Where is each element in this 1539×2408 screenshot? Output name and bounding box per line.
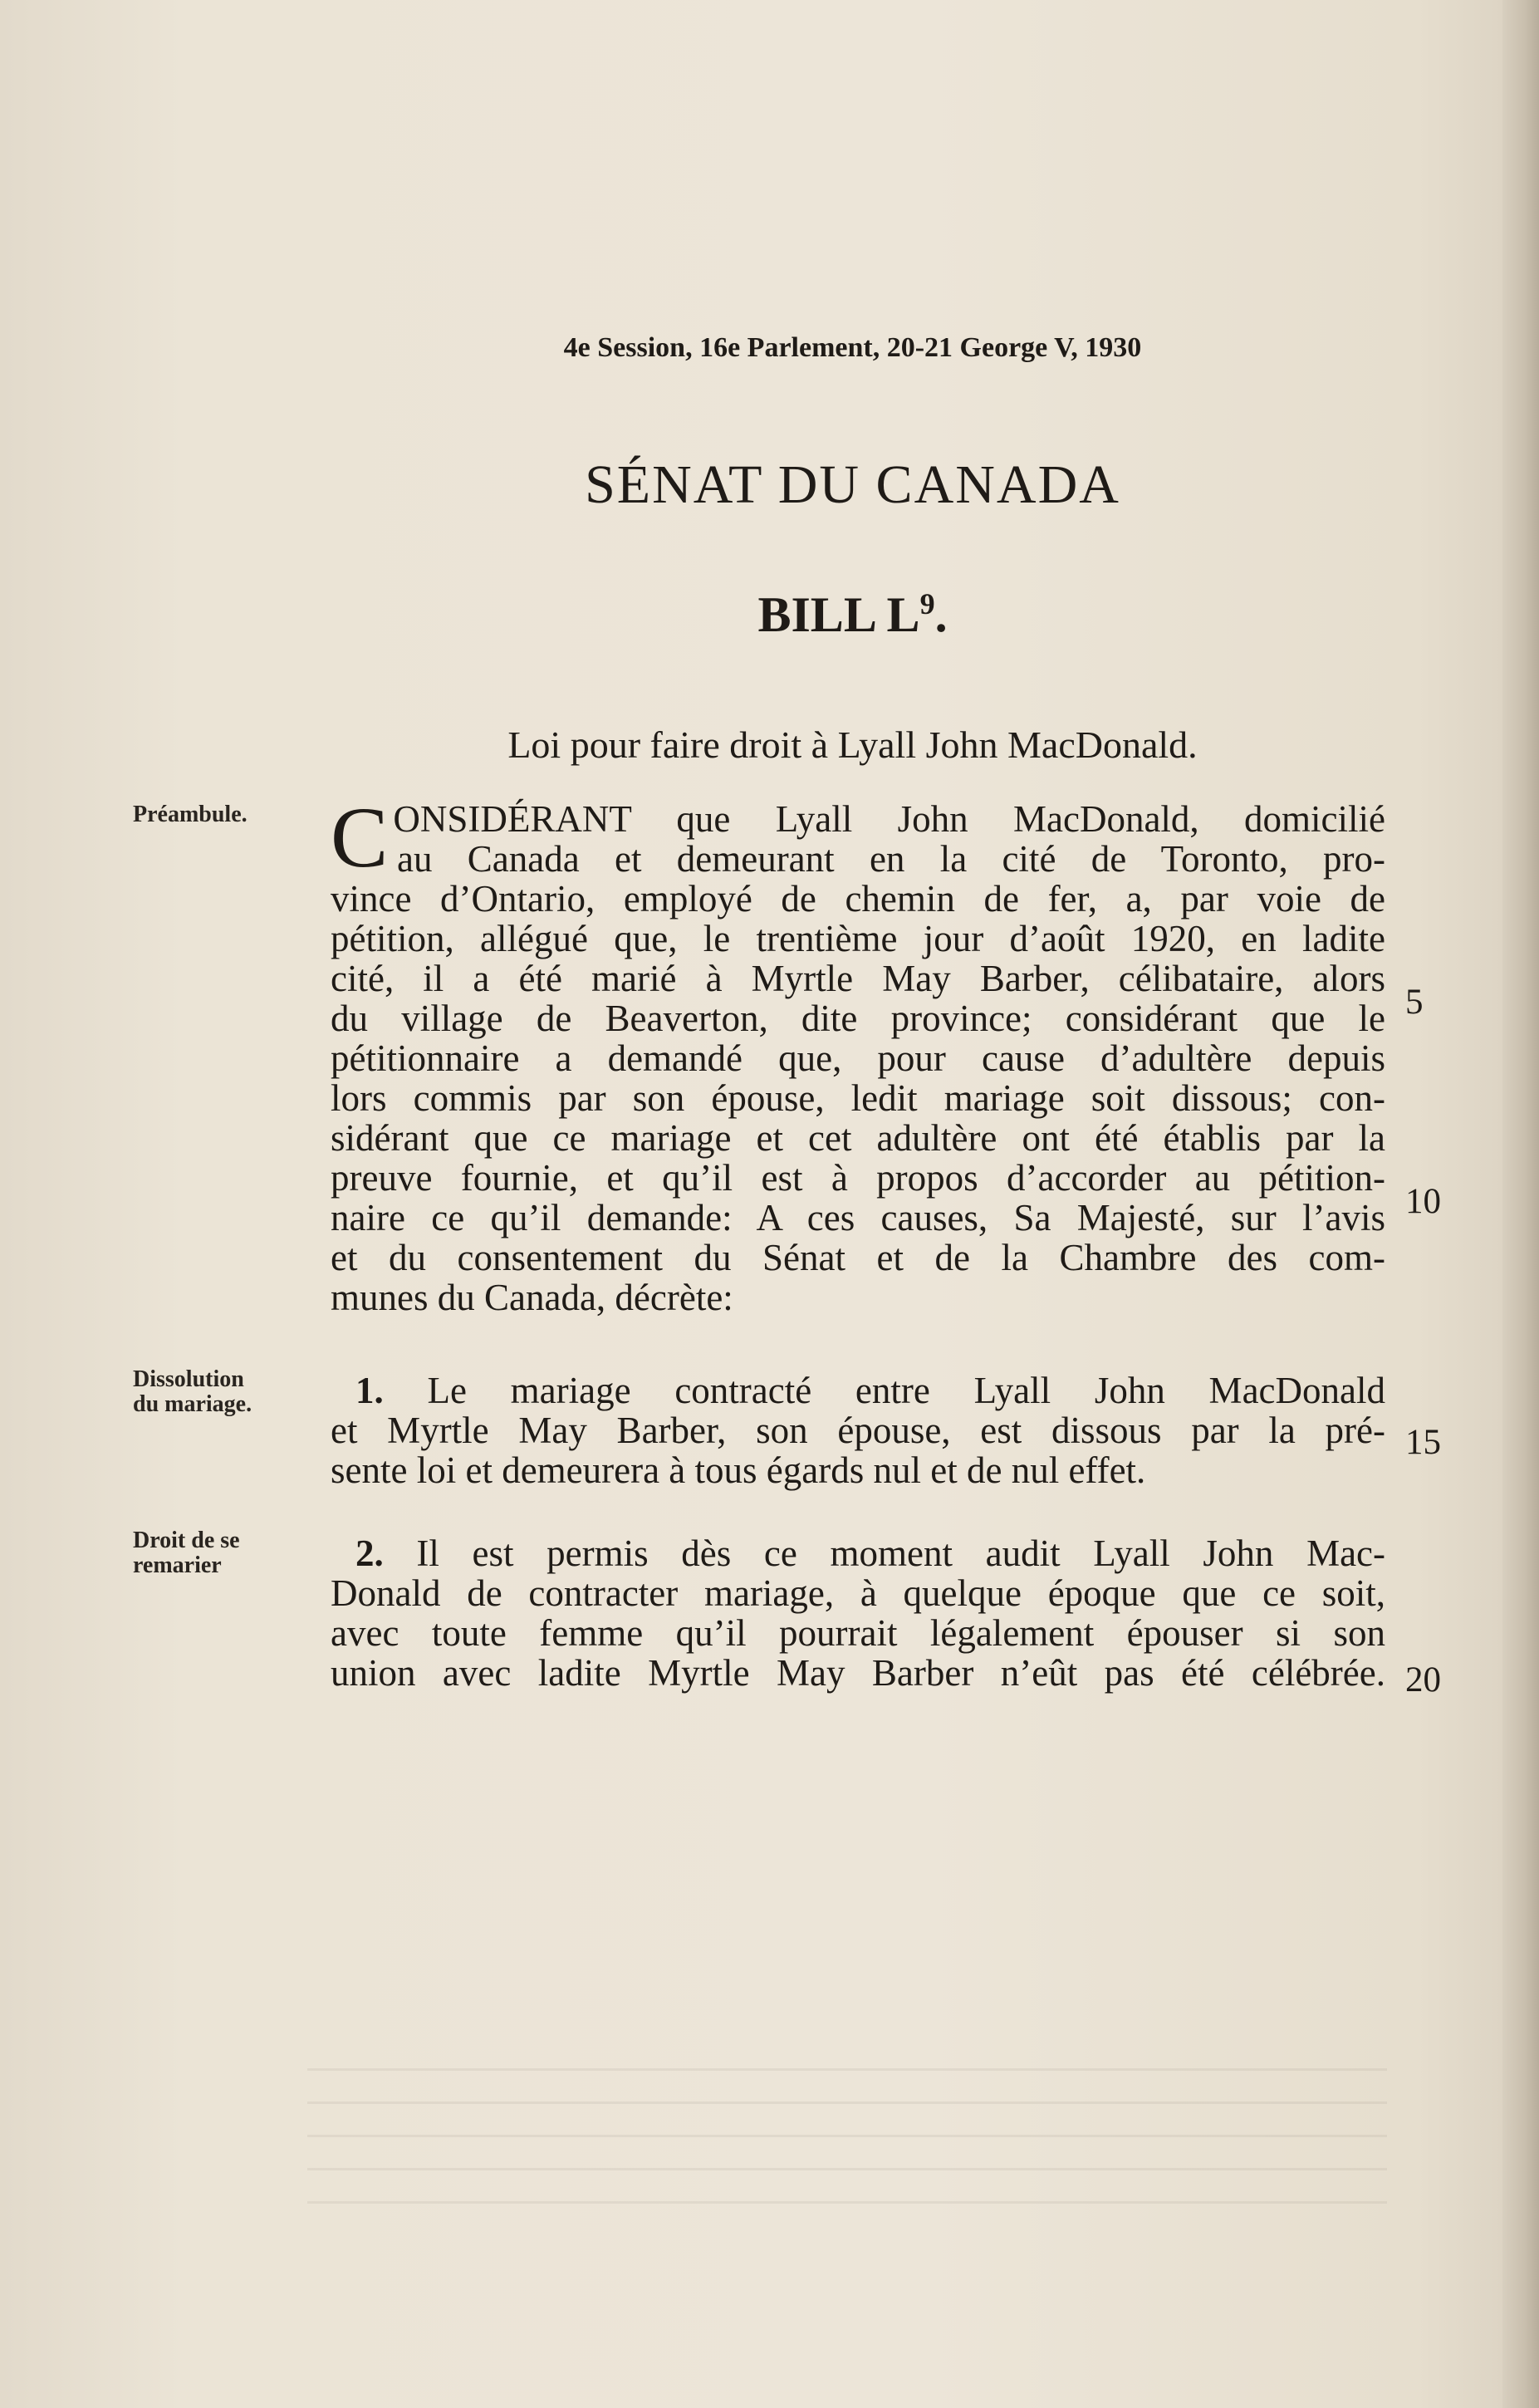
margin-note-preamble: Préambule. <box>133 802 248 827</box>
bill-number <box>0 586 1539 644</box>
section-1 <box>331 1371 1385 1490</box>
section-1-number: 1. <box>355 1370 384 1411</box>
section-1-line: sente loi et demeurera à tous égards nul et de nul effet. <box>331 1449 1146 1491</box>
preamble-line: cité, il a été marié à Myrtle May Barber, célibataire, alors <box>331 958 1385 999</box>
preamble-line: pétition, allégué que, le trentième jour d’août 1920, en ladite <box>331 918 1385 959</box>
preamble-line: lors commis par son épouse, ledit mariage soit dissous; con- <box>331 1077 1385 1119</box>
show-through <box>307 2068 1387 2234</box>
preamble-line: du village de Beaverton, dite province; considérant que le <box>331 998 1385 1039</box>
preamble-line: naire ce qu’il demande: A ces causes, Sa Majesté, sur l’avis <box>331 1197 1385 1238</box>
senate-heading: SÉNAT DU CANADA <box>585 454 1120 515</box>
margin-note-dissolution-line2: du mariage. <box>133 1391 252 1417</box>
preamble-line: pétitionnaire a demandé que, pour cause d’adultère depuis <box>331 1037 1385 1079</box>
margin-note-remarry <box>133 1528 299 1578</box>
preamble <box>331 790 1385 1318</box>
bill-superscript: 9 <box>919 587 935 620</box>
line-number: 20 <box>1405 1660 1441 1699</box>
section-2 <box>331 1533 1385 1693</box>
section-1-line: et Myrtle May Barber, son épouse, est dissous par la pré- <box>331 1410 1385 1451</box>
section-1-text: Le mariage contracté entre Lyall John MacDonald <box>427 1370 1385 1411</box>
margin-note-dissolution-line1: Dissolution <box>133 1366 244 1392</box>
margin-note-remarry-line2: remarier <box>133 1552 222 1578</box>
preamble-line: munes du Canada, décrète: <box>331 1277 733 1318</box>
margin-note-dissolution <box>133 1367 299 1417</box>
section-2-line: Donald de contracter mariage, à quelque époque que ce soit, <box>331 1572 1385 1614</box>
session-header: 4e Session, 16e Parlement, 20-21 George V, 1930 <box>563 332 1142 363</box>
preamble-line: preuve fournie, et qu’il est à propos d’accorder au pétition- <box>331 1157 1385 1199</box>
margin-note-remarry-line1: Droit de se <box>133 1528 240 1553</box>
preamble-line: et du consentement du Sénat et de la Chambre des com- <box>331 1237 1385 1278</box>
section-2-text: Il est permis dès ce moment audit Lyall John Mac- <box>416 1533 1386 1574</box>
preamble-line: sidérant que ce mariage et cet adultère ont été établis par la <box>331 1117 1385 1159</box>
section-2-line: avec toute femme qu’il pourrait légalement épouser si son <box>331 1612 1385 1654</box>
line-number: 15 <box>1405 1423 1441 1462</box>
line-number: 5 <box>1405 983 1424 1022</box>
section-2-line: union avec ladite Myrtle May Barber n’eût pas été célébrée. <box>331 1652 1385 1694</box>
section-2-line <box>331 1533 1385 1573</box>
preamble-line: vince d’Ontario, employé de chemin de fer, a, par voie de <box>331 878 1385 920</box>
bill-dot: . <box>934 587 948 642</box>
act-title: Loi pour faire droit à Lyall John MacDonald. <box>507 723 1198 766</box>
preamble-line: ONSIDÉRANT que Lyall John MacDonald, domicilié <box>393 798 1385 840</box>
line-number: 10 <box>1405 1182 1441 1221</box>
preamble-line: au Canada et demeurant en la cité de Toronto, pro- <box>397 838 1385 880</box>
drop-cap: C <box>331 790 389 885</box>
section-1-line <box>331 1371 1385 1410</box>
section-2-number: 2. <box>355 1533 384 1574</box>
bill-label: BILL L <box>757 587 920 642</box>
